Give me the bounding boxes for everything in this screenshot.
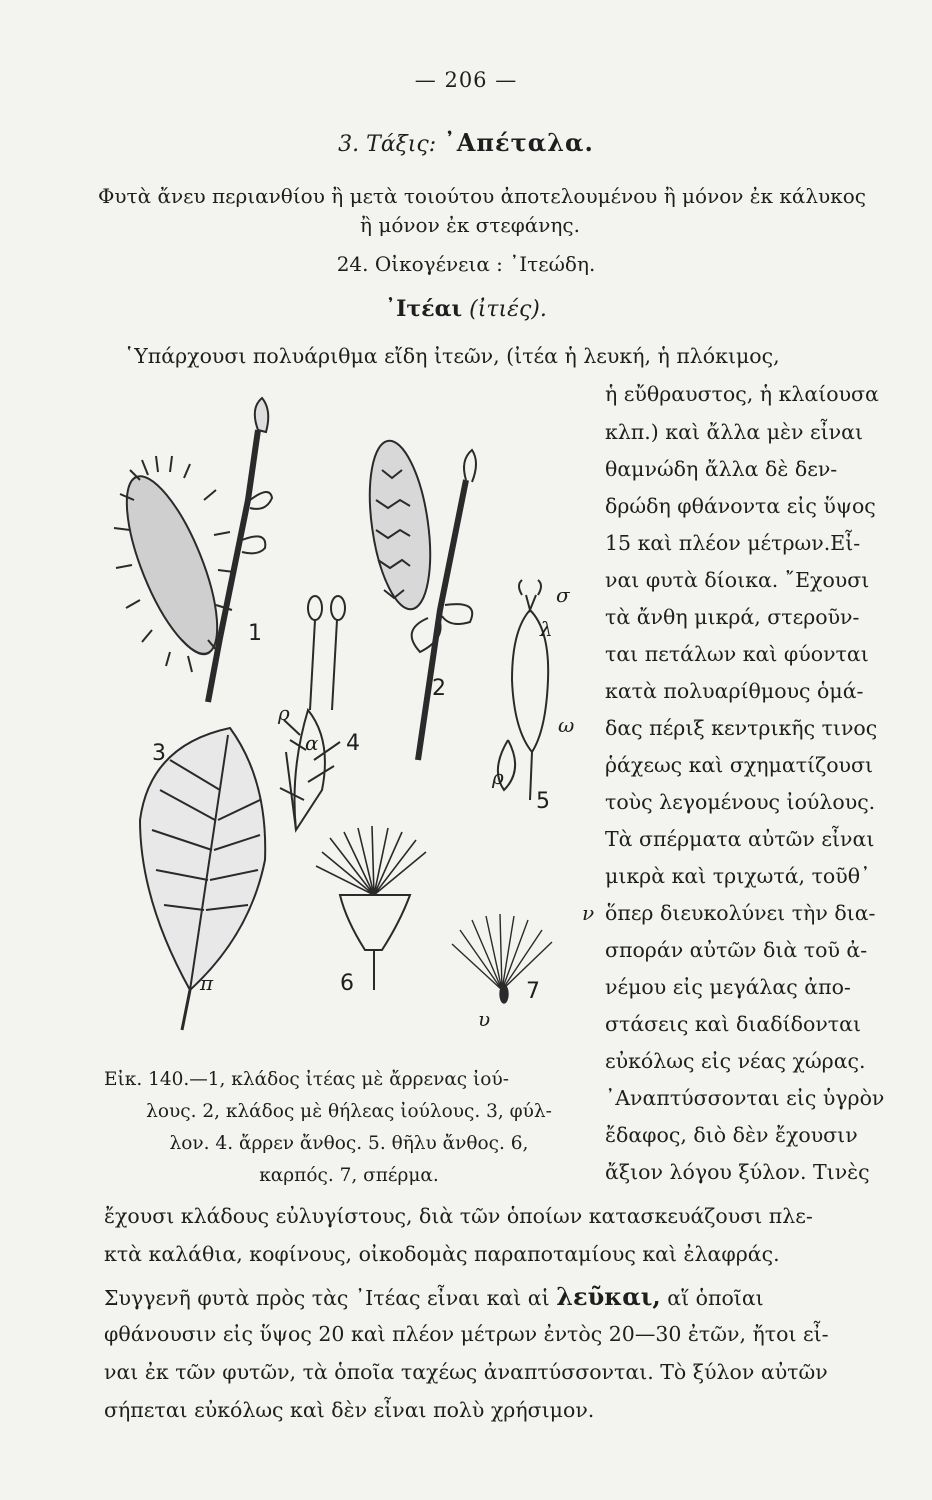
body-line: εὐκόλως εἰς νέας χώρας.: [605, 1049, 866, 1073]
body-line: 15 καὶ πλέον μέτρων.Εἶ-: [605, 531, 861, 555]
body-line: ἄξιον λόγου ξύλον. Τινὲς: [605, 1160, 870, 1184]
figure-label: σ: [556, 583, 570, 607]
caption-line: λους. 2, κλάδος μὲ θήλεας ἰούλους. 3, φύλ-: [146, 1101, 552, 1122]
body-line: νέμου εἰς μεγάλας ἀπο-: [605, 975, 851, 999]
body-line: φθάνουσιν εἰς ὕψος 20 καὶ πλέον μέτρων ἐντὸς 20—30 ἐτῶν, ἤτοι εἶ-: [104, 1322, 829, 1346]
female-branch-drawing: [360, 437, 476, 760]
caption-line: Εἰκ. 140.—1, κλάδος ἰτέας μὲ ἄρρενας ἰού-: [104, 1069, 509, 1090]
body-line: δρώδη φθάνοντα εἰς ὕψος: [605, 494, 876, 518]
figure-label: 4: [346, 731, 360, 756]
figure-label: 2: [432, 676, 446, 701]
figure-label: ν: [582, 901, 595, 925]
fruit-drawing: [316, 826, 426, 990]
body-line: κατὰ πολυαρίθμους ὁμά-: [605, 679, 864, 703]
figure-label: υ: [478, 1007, 491, 1031]
intro-line: Φυτὰ ἄνευ περιανθίου ἢ μετὰ τοιούτου ἀποτελουμένου ἢ μόνον ἐκ κάλυκος: [98, 184, 866, 208]
body-text: Συγγενῆ φυτὰ πρὸς τὰς ᾿Ιτέας εἶναι καὶ αἱ: [104, 1286, 550, 1310]
body-line: ναι φυτὰ δίοικα. ῎Εχουσι: [605, 568, 870, 592]
body-line: ῾Υπάρχουσι πολυάριθμα εἴδη ἰτεῶν, (ἰτέα ἡ λευκή, ἡ πλόκιμος,: [124, 344, 780, 368]
caption-line: λον. 4. ἄρρεν ἄνθος. 5. θῆλυ ἄνθος. 6,: [169, 1133, 529, 1154]
section-title: ᾿Απέταλα.: [443, 128, 594, 157]
figure-label: π: [200, 971, 214, 995]
body-line: ἔδαφος, διὸ δὲν ἔχουσιν: [605, 1123, 858, 1147]
body-line: κτὰ καλάθια, κοφίνους, οἰκοδομὰς παραποταμίους καὶ ἐλαφράς.: [104, 1242, 780, 1266]
genus-common-name: (ἰτιές).: [469, 297, 547, 322]
figure-label: 3: [152, 741, 166, 766]
figure-label: α: [305, 731, 319, 755]
caption-line: καρπός. 7, σπέρμα.: [259, 1165, 439, 1186]
figure-label: ω: [558, 713, 575, 737]
male-branch-drawing: [109, 398, 272, 702]
figure-label: λ: [540, 617, 553, 641]
body-line: τὰ ἄνθη μικρά, στεροῦν-: [605, 605, 860, 629]
body-line: τοὺς λεγομένους ἰούλους.: [605, 790, 876, 814]
willow-figure: [100, 390, 600, 1050]
figure-caption: [104, 1064, 594, 1192]
body-line: στάσεις καὶ διαδίδονται: [605, 1012, 862, 1036]
intro-line: ἢ μόνον ἐκ στεφάνης.: [360, 213, 580, 237]
body-line: ᾿Αναπτύσσονται εἰς ὑγρὸν: [605, 1086, 885, 1110]
genus-name: ᾿Ιτέαι: [385, 296, 463, 322]
family-heading: 24. Οἰκογένεια : ᾿Ιτεώδη.: [336, 252, 596, 276]
figure-label: ρ: [278, 701, 290, 725]
body-line: ῥάχεως καὶ σχηματίζουσι: [605, 753, 874, 777]
female-flower-drawing: [498, 580, 548, 800]
body-line: σήπεται εὐκόλως καὶ δὲν εἶναι πολὺ χρήσιμον.: [104, 1398, 595, 1422]
figure-label: 1: [248, 621, 262, 646]
body-line: ναι ἐκ τῶν φυτῶν, τὰ ὁποῖα ταχέως ἀναπτύσσονται. Τὸ ξύλον αὐτῶν: [104, 1360, 828, 1384]
body-line: μικρὰ καὶ τριχωτά, τοῦθ᾿: [605, 864, 871, 888]
figure-label: ρ: [492, 765, 504, 789]
figure-label: 7: [526, 979, 540, 1004]
body-line: ται πετάλων καὶ φύονται: [605, 642, 869, 666]
body-line: ἔχουσι κλάδους εὐλυγίστους, διὰ τῶν ὁποίων κατασκευάζουσι πλε-: [104, 1204, 813, 1228]
body-text: αἵ ὁποῖαι: [667, 1286, 764, 1310]
genus-heading: [0, 296, 932, 322]
figure-label: 6: [340, 971, 354, 996]
body-line: [104, 1282, 914, 1311]
section-heading: [0, 128, 932, 157]
body-line: Τὰ σπέρματα αὐτῶν εἶναι: [605, 827, 875, 851]
figure-label: 5: [536, 789, 550, 814]
page-number: — 206 —: [414, 68, 518, 92]
section-label: 3. Τάξις:: [338, 132, 437, 157]
body-line: θαμνώδη ἄλλα δὲ δεν-: [605, 457, 838, 481]
intro-paragraph: [98, 182, 908, 240]
body-line: ἡ εὔθραυστος, ἡ κλαίουσα: [605, 382, 879, 406]
body-line: κλπ.) καὶ ἄλλα μὲν εἶναι: [605, 420, 864, 444]
emphasized-term: λεῦκαι,: [556, 1282, 661, 1311]
body-line: σποράν αὐτῶν διὰ τοῦ ἀ-: [605, 938, 868, 962]
body-line: ὅπερ διευκολύνει τὴν δια-: [605, 901, 876, 925]
body-line: δας πέριξ κεντρικῆς τινος: [605, 716, 878, 740]
